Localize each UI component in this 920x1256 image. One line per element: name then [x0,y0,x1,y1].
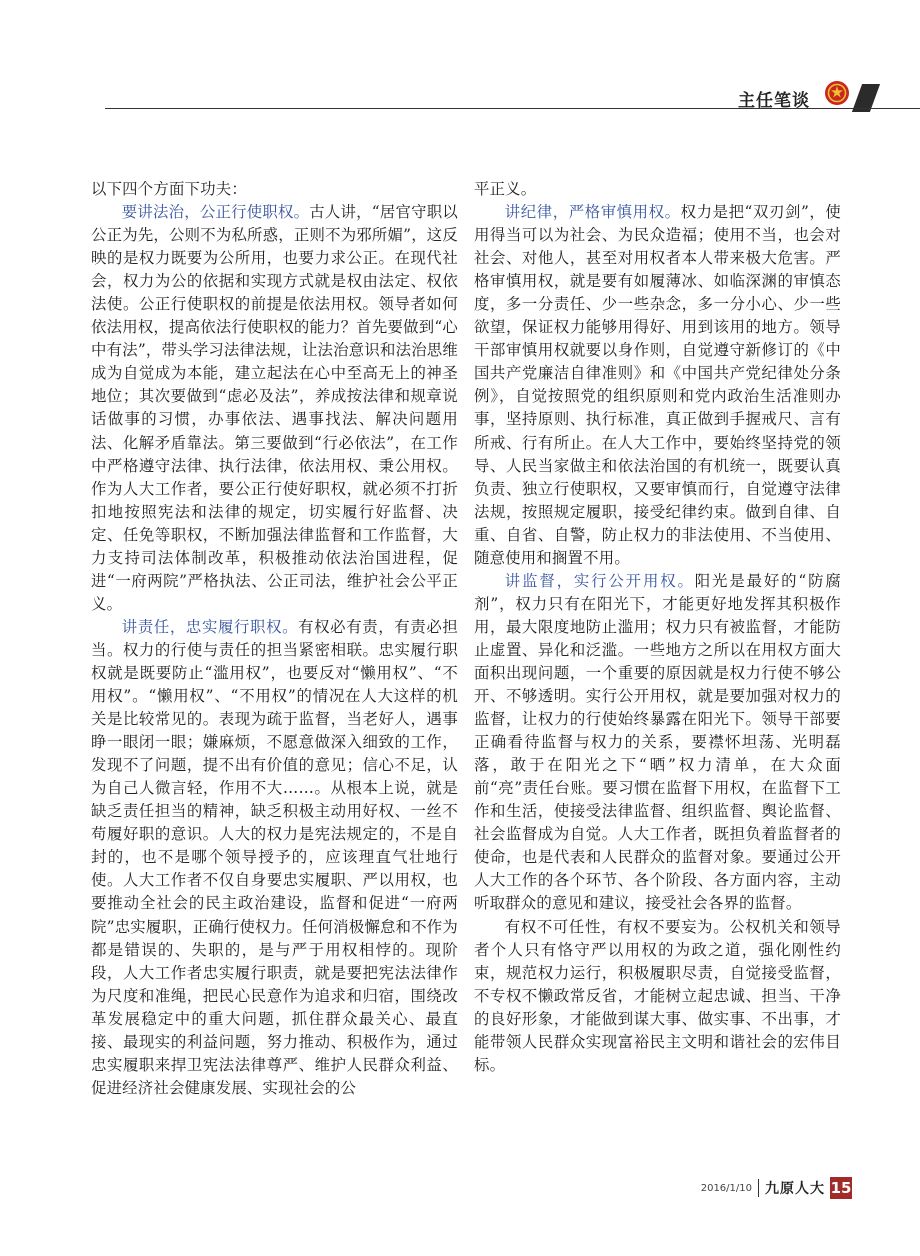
body-supervision: 阳光是最好的“防腐剂”，权力只有在阳光下，才能更好地发挥其积极作用，最大限度地防止滥用；权力只有被监督，才能防止虚置、异化和泛滥。一些地方之所以在用权方面大面积出现问题，一个重要的原因就是权力行使不够公开、不够透明。实行公开用权，就是要加强对权力的监督，让权力的行使始终暴露在阳光下。领导干部要正确看待监督与权力的关系，要襟怀坦荡、光明磊落，敢于在阳光之下“晒”权力清单，在大众面前“亮”责任台账。要习惯在监督下用权，在监督下工作和生活，使接受法律监督、组织监督、舆论监督、社会监督成为自觉。人大工作者，既担负着监督者的使命，也是代表和人民群众的监督对象。要通过公开人大工作的各个环节、各个阶段、各方面内容，主动听取群众的意见和建议，接受社会各界的监督。 [474,571,842,913]
paragraph-rule-of-law [91,201,458,616]
body-rule-of-law: 古人讲，“居官守职以公正为先，公则不为私所惑，正则不为邪所媚”，这反映的是权力既要为公所用，也要力求公正。在现代社会，权力为公的依据和实现方式就是权由法定、权依法使。公正行使职权的前提是依法用权。领导者如何依法用权，提高依法行使职权的能力？首先要做到“心中有法”，带头学习法律法规，让法治意识和法治思维成为自觉成为本能，建立起法在心中至高无上的神圣地位；其次要做到“虑必及法”，养成按法律和规章说话做事的习惯，办事依法、遇事找法、解决问题用法、化解矛盾靠法。第三要做到“行必依法”，在工作中严格遵守法律、执行法律，依法用权、秉公用权。作为人大工作者，要公正行使好职权，就必须不打折扣地按照宪法和法律的规定，切实履行好监督、决定、任免等职权，不断加强法律监督和工作监督，大力支持司法体制改革，积极推动依法治国进程，促进“一府两院”严格执法、公正司法，维护社会公平正义。 [91,203,458,613]
body-responsibility: 有权必有责，有责必担当。权力的行使与责任的担当紧密相联。忠实履行职权就是既要防止“滥用权”，也要反对“懒用权”、“不用权”。“懒用权”、“不用权”的情况在人大这样的机关是比较常见的。表现为疏于监督，当老好人，遇事睁一眼闭一眼；嫌麻烦，不愿意做深入细致的工作，发现不了问题，提不出有价值的意见；信心不足，认为自己人微言轻，作用不大……。从根本上说，就是缺乏责任担当的精神，缺乏积极主动用好权、一丝不苟履好职的意识。人大的权力是宪法规定的，不是自封的，也不是哪个领导授予的，应该理直气壮地行使。人大工作者不仅自身要忠实履职、严以用权，也要推动全社会的民主政治建设，监督和促进“一府两院”忠实履职，正确行使权力。任何消极懈怠和不作为都是错误的、失职的，是与严于用权相悖的。现阶段，人大工作者忠实履行职责，就是要把宪法法律作为尺度和准绳，把民心民意作为追求和归宿，围绕改革发展稳定中的重大问题，抓住群众最关心、最直接、最现实的利益问题，努力推动、积极作为，通过忠实履职来捍卫宪法法律尊严、维护人民群众利益、促进经济社会健康发展、实现社会的公 [91,617,458,1097]
issue-date: 2016/1/10 [700,1182,752,1194]
page-header [0,0,920,130]
national-emblem-icon [824,80,850,106]
header-divider [105,108,920,109]
section-title: 主任笔谈 [738,91,810,111]
page-footer [701,1176,852,1200]
paragraph-discipline [474,201,841,570]
body-discipline: 权力是把“双刃剑”，使用得当可以为社会、为民众造福；使用不当，也会对社会、对他人，甚至对用权者本人带来极大危害。严格审慎用权，就是要有如履薄冰、如临深渊的审慎态度，多一分责任、少一些杂念，多一分小心、少一些欲望，保证权力能够用得好、用到该用的地方。领导干部审慎用权就要以身作则，自觉遵守新修订的《中国共产党廉洁自律准则》和《中国共产党纪律处分条例》，自觉按照党的组织原则和党内政治生活准则办事，坚持原则、执行标准，真正做到手握戒尺、言有所戒、行有所止。在人大工作中，要始终坚持党的领导、人民当家做主和依法治国的有机统一，既要认真负责、独立行使职权，又要审慎而行，自觉遵守法律法规，按照规定履职，接受纪律约束。做到自律、自重、自省、自警，防止权力的非法使用、不当使用、随意使用和搁置不用。 [474,203,842,567]
page-number: 15 [830,1179,852,1197]
paragraph-responsibility [91,616,458,1100]
footer-divider [758,1179,759,1197]
paragraph-supervision [474,570,841,916]
magazine-name: 九原人大 [765,1181,825,1197]
intro-line: 以下四个方面下功夫： [91,180,247,198]
left-column [91,178,458,1100]
heading-supervision: 讲监督，实行公开用权。 [504,571,695,590]
heading-rule-of-law: 要讲法治，公正行使职权。 [121,203,310,222]
heading-responsibility: 讲责任，忠实履行职权。 [121,617,299,636]
paragraph-conclusion: 有权不可任性，有权不要妄为。公权机关和领导者个人只有恪守严以用权的为政之道，强化刚性约束，规范权力运行，积极履职尽责，自觉接受监督，不专权不懒政常反省，才能树立起忠诚、担当、干净的良好形象，才能做到谋大事、做实事、不出事，才能带领人民群众实现富裕民主文明和谐社会的宏伟目标。 [474,917,841,1074]
continuation-line: 平正义。 [474,180,537,198]
heading-discipline: 讲纪律，严格审慎用权。 [504,203,681,222]
right-column [474,178,841,1077]
